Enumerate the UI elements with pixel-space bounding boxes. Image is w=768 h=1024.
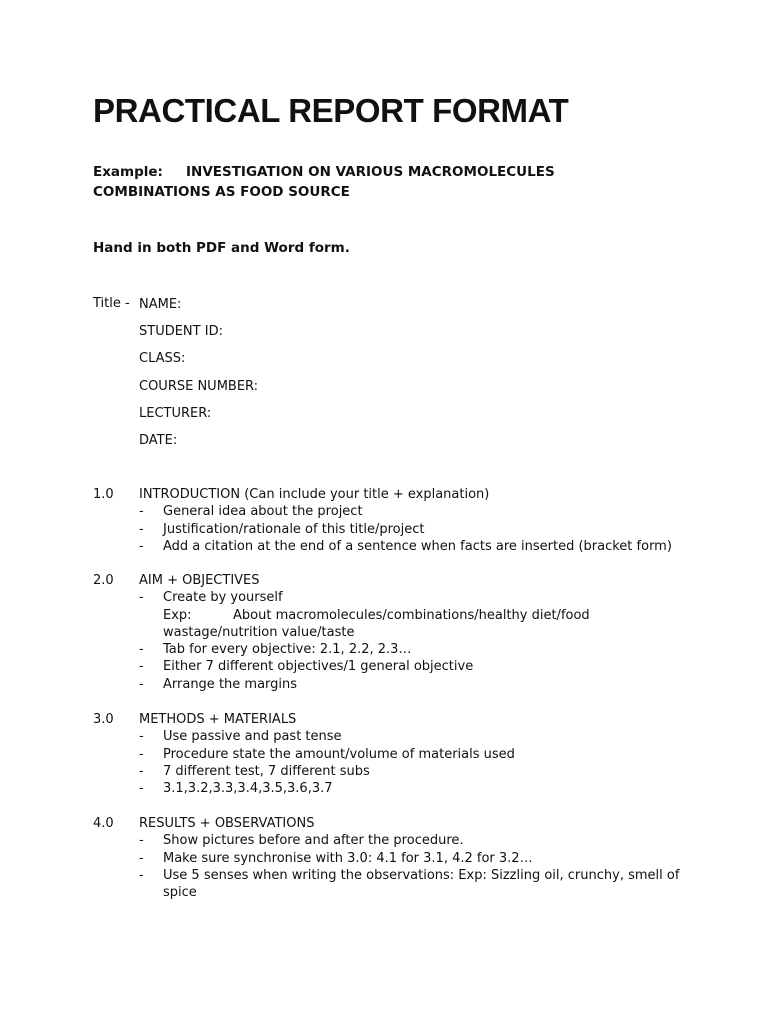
section-heading xyxy=(93,711,693,728)
bullet-text: 3.1,3.2,3.3,3.4,3.5,3.6,3.7 xyxy=(163,781,333,797)
bullet-text: Add a citation at the end of a sentence when facts are inserted (bracket form) xyxy=(163,538,672,554)
dash-bullet: - xyxy=(139,676,144,692)
section-methods-materials xyxy=(93,711,693,797)
bullet-text: Use passive and past tense xyxy=(163,729,342,745)
section-introduction xyxy=(93,486,693,555)
list-item xyxy=(93,832,693,849)
title-field-student-id: STUDENT ID: xyxy=(139,324,223,340)
example-line xyxy=(93,162,653,202)
dash-bullet: - xyxy=(139,850,144,866)
list-item xyxy=(93,746,693,763)
list-item xyxy=(93,589,693,606)
bullet-text: Tab for every objective: 2.1, 2.2, 2.3… xyxy=(163,642,412,658)
bullet-text: Make sure synchronise with 3.0: 4.1 for 3.1, 4.2 for 3.2… xyxy=(163,850,533,866)
bullet-text: Create by yourself xyxy=(163,590,283,606)
dash-bullet: - xyxy=(139,867,144,883)
title-field-class: CLASS: xyxy=(139,351,186,367)
section-number: 1.0 xyxy=(93,487,114,502)
bullet-text: Procedure state the amount/volume of materials used xyxy=(163,746,515,762)
dash-bullet: - xyxy=(139,746,144,762)
dash-bullet: - xyxy=(139,729,144,745)
document-title: PRACTICAL REPORT FORMAT xyxy=(93,92,569,129)
bullet-list xyxy=(93,832,693,901)
section-title: RESULTS + OBSERVATIONS xyxy=(139,816,315,831)
list-item xyxy=(93,503,693,520)
title-label: Title - xyxy=(93,296,130,311)
bullet-text: 7 different test, 7 different subs xyxy=(163,763,370,779)
bullet-list xyxy=(93,641,693,693)
section-number: 3.0 xyxy=(93,712,114,727)
title-field-lecturer: LECTURER: xyxy=(139,405,212,421)
title-field-date: DATE: xyxy=(139,432,178,448)
bullet-text: Arrange the margins xyxy=(163,676,298,692)
bullet-text: General idea about the project xyxy=(163,504,363,520)
section-number: 4.0 xyxy=(93,816,114,831)
list-item xyxy=(93,658,693,675)
list-item xyxy=(93,521,693,538)
bullet-list xyxy=(93,503,693,555)
section-heading xyxy=(93,815,693,832)
dash-bullet: - xyxy=(139,763,144,779)
bullet-text: Show pictures before and after the procedure. xyxy=(163,833,464,849)
list-item xyxy=(93,867,693,902)
section-heading xyxy=(93,486,693,503)
section-title: AIM + OBJECTIVES xyxy=(139,573,260,588)
dash-bullet: - xyxy=(139,538,144,554)
title-field-name: NAME: xyxy=(139,297,182,312)
list-item xyxy=(93,780,693,797)
list-item xyxy=(93,728,693,745)
list-item xyxy=(93,641,693,658)
example-note xyxy=(93,607,693,642)
exp-label: Exp: xyxy=(163,607,192,623)
dash-bullet: - xyxy=(139,781,144,797)
hand-in-note: Hand in both PDF and Word form. xyxy=(93,240,350,256)
section-aim-objectives xyxy=(93,572,693,693)
title-field-course-number: COURSE NUMBER: xyxy=(139,378,259,394)
dash-bullet: - xyxy=(139,642,144,658)
bullet-list xyxy=(93,589,693,606)
bullet-text: Either 7 different objectives/1 general objective xyxy=(163,659,474,675)
section-heading xyxy=(93,572,693,589)
dash-bullet: - xyxy=(139,504,144,520)
dash-bullet: - xyxy=(139,833,144,849)
bullet-text: Justification/rationale of this title/project xyxy=(163,521,425,537)
list-item xyxy=(93,676,693,693)
exp-text: About macromolecules/combinations/healthy diet/food wastage/nutrition value/taste xyxy=(163,607,590,640)
list-item xyxy=(93,538,693,555)
list-item xyxy=(93,850,693,867)
bullet-list xyxy=(93,728,693,797)
section-results-observations xyxy=(93,815,693,901)
dash-bullet: - xyxy=(139,521,144,537)
bullet-text: Use 5 senses when writing the observations: Exp: Sizzling oil, crunchy, smell of spice xyxy=(163,867,680,901)
section-title: METHODS + MATERIALS xyxy=(139,712,297,727)
example-label: Example: xyxy=(93,164,163,180)
section-number: 2.0 xyxy=(93,573,114,588)
title-fields xyxy=(139,296,439,459)
dash-bullet: - xyxy=(139,659,144,675)
example-text: INVESTIGATION ON VARIOUS MACROMOLECULES COMBINATIONS AS FOOD SOURCE xyxy=(93,164,555,200)
list-item xyxy=(93,763,693,780)
section-title: INTRODUCTION (Can include your title + explanation) xyxy=(139,487,490,502)
dash-bullet: - xyxy=(139,590,144,606)
